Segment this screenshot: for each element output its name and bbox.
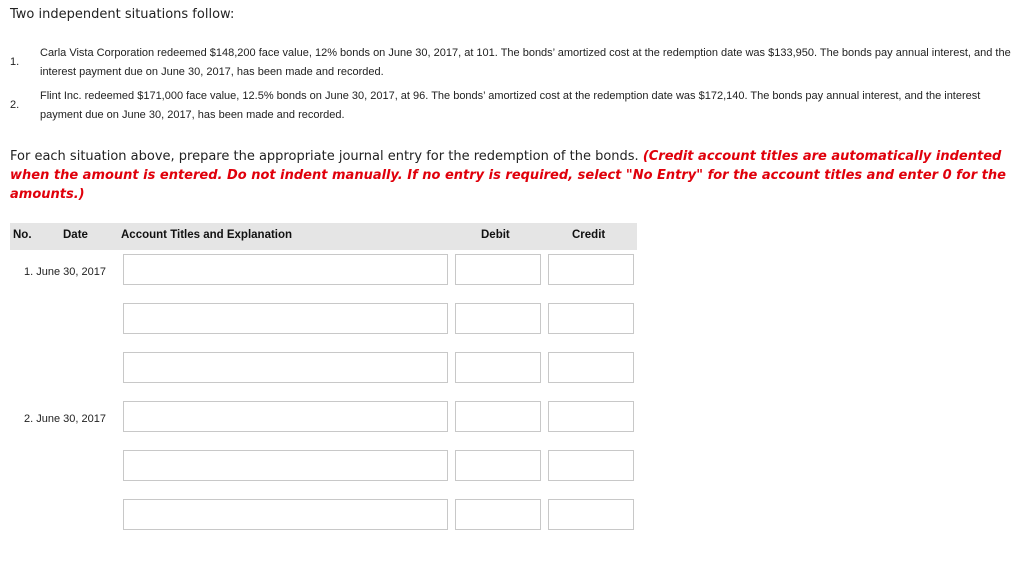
account-title-input[interactable] — [123, 254, 448, 285]
header-account: Account Titles and Explanation — [121, 229, 293, 241]
debit-input[interactable] — [455, 352, 541, 383]
header-debit: Debit — [481, 229, 510, 241]
table-row — [10, 254, 637, 303]
account-title-input[interactable] — [123, 303, 448, 334]
table-row — [10, 499, 637, 548]
situations-list — [10, 44, 1015, 125]
account-title-input[interactable] — [123, 450, 448, 481]
entry-date-label: 2. June 30, 2017 — [24, 413, 106, 425]
account-title-input[interactable] — [123, 352, 448, 383]
instructions-note: (Credit account titles are automatically indented when the amount is entered. Do not indent manually. If no entry is required, select "No Entry" for the account titles and enter 0 for the amounts.) — [10, 149, 1006, 202]
situation-item — [10, 44, 1015, 82]
debit-input[interactable] — [455, 401, 541, 432]
situation-item — [10, 87, 1015, 125]
credit-input[interactable] — [548, 450, 634, 481]
instructions-text: For each situation above, prepare the appropriate journal entry for the redemption of the bonds. — [10, 149, 639, 164]
debit-input[interactable] — [455, 499, 541, 530]
debit-input[interactable] — [455, 450, 541, 481]
journal-entry-table — [10, 223, 637, 548]
header-no: No. — [13, 229, 32, 241]
table-header — [10, 223, 637, 250]
account-title-input[interactable] — [123, 499, 448, 530]
credit-input[interactable] — [548, 401, 634, 432]
header-date: Date — [63, 229, 88, 241]
credit-input[interactable] — [548, 352, 634, 383]
situation-text: Flint Inc. redeemed $171,000 face value, 12.5% bonds on June 30, 2017, at 96. The bonds’ amortized cost at the redemption date was $172,140. The bonds pay annual interest, and the interest payment due on June 30, 2017, has been made and recorded. — [40, 90, 981, 121]
instructions — [10, 147, 1015, 204]
table-row — [10, 303, 637, 352]
situation-number: 1. — [10, 56, 20, 68]
table-row — [10, 352, 637, 401]
debit-input[interactable] — [455, 303, 541, 334]
account-title-input[interactable] — [123, 401, 448, 432]
header-credit: Credit — [572, 229, 606, 241]
debit-input[interactable] — [455, 254, 541, 285]
credit-input[interactable] — [548, 499, 634, 530]
table-row — [10, 401, 637, 450]
table-row — [10, 450, 637, 499]
credit-input[interactable] — [548, 254, 634, 285]
situation-text: Carla Vista Corporation redeemed $148,200 face value, 12% bonds on June 30, 2017, at 101. The bonds’ amortized cost at the redemption date was $133,950. The bonds pay annual interest, and the interest payment due on June 30, 2017, has been made and recorded. — [40, 47, 1011, 78]
intro-text: Two independent situations follow: — [10, 7, 235, 22]
entry-date-label: 1. June 30, 2017 — [24, 266, 106, 278]
credit-input[interactable] — [548, 303, 634, 334]
situation-number: 2. — [10, 99, 20, 111]
